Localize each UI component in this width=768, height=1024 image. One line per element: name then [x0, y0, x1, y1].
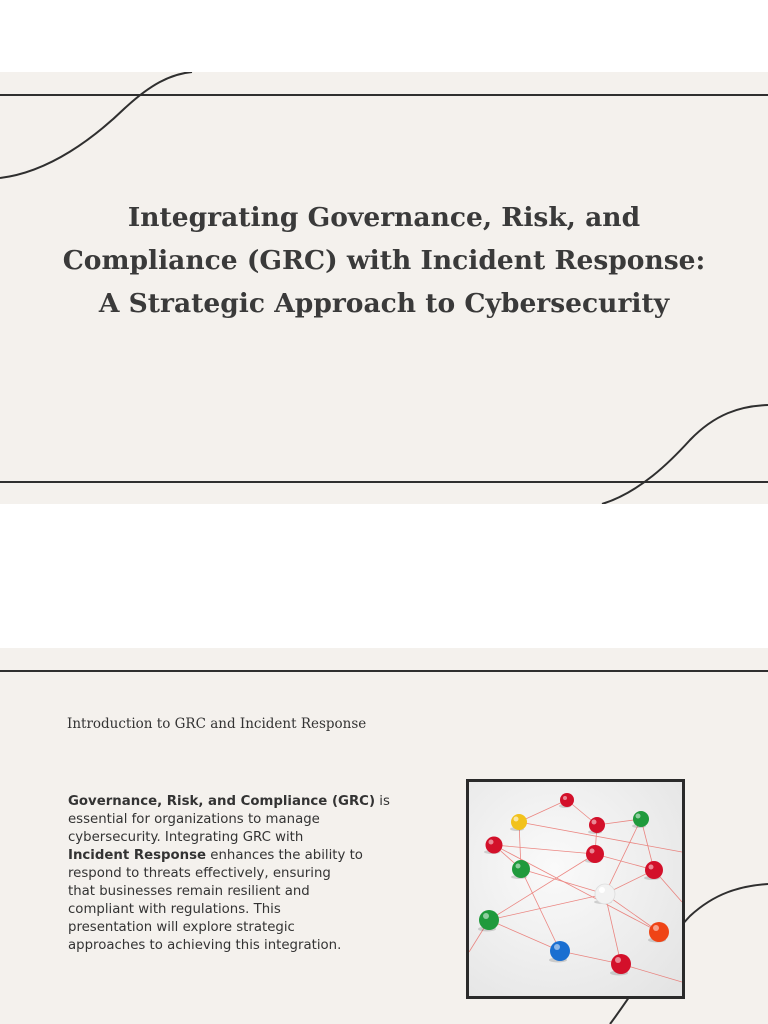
pushpin-network-illustration — [469, 782, 682, 996]
title-line-2: Compliance (GRC) with Incident Response: — [62, 245, 706, 276]
body-line: cybersecurity. Integrating GRC with — [68, 830, 304, 845]
network-pushpins-photo — [466, 779, 685, 999]
grc-term: Governance, Risk, and Compliance (GRC) — [68, 794, 376, 809]
body-line: approaches to achieving this integration. — [68, 938, 342, 953]
body-line: essential for organizations to manage — [68, 812, 320, 827]
intro-paragraph — [68, 793, 398, 955]
title-line-1: Integrating Governance, Risk, and — [127, 202, 641, 233]
body-line: Governance, Risk, and Compliance (GRC) is — [68, 794, 390, 809]
incident-response-term: Incident Response — [68, 848, 207, 863]
body-line: that businesses remain resilient and — [68, 884, 310, 899]
body-line: respond to threats effectively, ensuring — [68, 866, 331, 881]
top-left-curve — [0, 72, 192, 178]
body-line: presentation will explore strategic — [68, 920, 295, 935]
title-slide — [0, 72, 768, 504]
body-line: compliant with regulations. This — [68, 902, 281, 917]
body-line: Incident Response enhances the ability to — [68, 848, 363, 863]
intro-slide — [0, 648, 768, 1024]
bottom-right-curve — [602, 405, 768, 504]
section-heading: Introduction to GRC and Incident Response — [67, 716, 367, 732]
presentation-title — [40, 196, 728, 325]
title-line-3: A Strategic Approach to Cybersecurity — [98, 288, 670, 319]
